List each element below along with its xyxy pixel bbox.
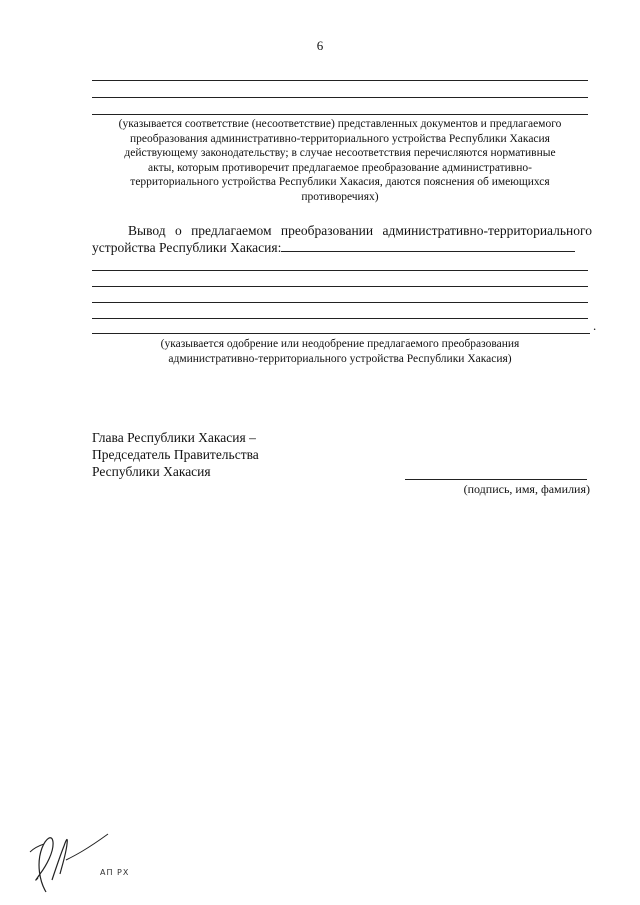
signature-line [405, 479, 587, 480]
trailing-period: . [593, 318, 597, 333]
footer-code: АП РХ [100, 868, 130, 877]
fill-line [92, 318, 588, 319]
fill-line [92, 270, 588, 271]
conclusion-paragraph [92, 222, 592, 256]
conclusion-line: устройства Республики Хакасия: [92, 240, 282, 255]
compliance-note-line: территориального устройства Республики Хакасия, даются пояснения об имеющихся [130, 176, 550, 188]
compliance-note-line: противоречиях) [301, 190, 379, 203]
signatory-line: Республики Хакасия [92, 464, 211, 479]
fill-line [92, 97, 588, 98]
conclusion-fill-line [281, 239, 575, 252]
fill-line [92, 286, 588, 287]
conclusion-line: Вывод о предлагаемом преобразовании административно-территориального [128, 223, 592, 238]
approval-note [92, 337, 588, 366]
fill-line [92, 302, 588, 303]
compliance-note-line: действующему законодательству; в случае несоответствия перечисляются нормативные [124, 147, 556, 159]
signatory-line: Председатель Правительства [92, 447, 259, 462]
fill-line [92, 333, 590, 334]
compliance-note-line: преобразования административно-территориального устройства Республики Хакасия [130, 132, 550, 145]
approval-note-line: (указывается одобрение или неодобрение предлагаемого преобразования [160, 338, 520, 350]
signatory-line: Глава Республики Хакасия – [92, 430, 256, 445]
handwritten-signature [22, 822, 112, 897]
compliance-note-line: (указывается соответствие (несоответствие) представленных документов и предлагаемого [118, 118, 562, 130]
compliance-note-line: акты, которым противоречит предлагаемое преобразование административно- [148, 161, 532, 174]
approval-note-line: административно-территориального устройства Республики Хакасия) [168, 352, 512, 365]
signature-caption: (подпись, имя, фамилия) [463, 482, 590, 496]
compliance-note [88, 117, 592, 204]
signatory-block [92, 429, 259, 480]
page-number: 6 [316, 38, 324, 53]
fill-line [92, 114, 588, 115]
fill-line [92, 80, 588, 81]
